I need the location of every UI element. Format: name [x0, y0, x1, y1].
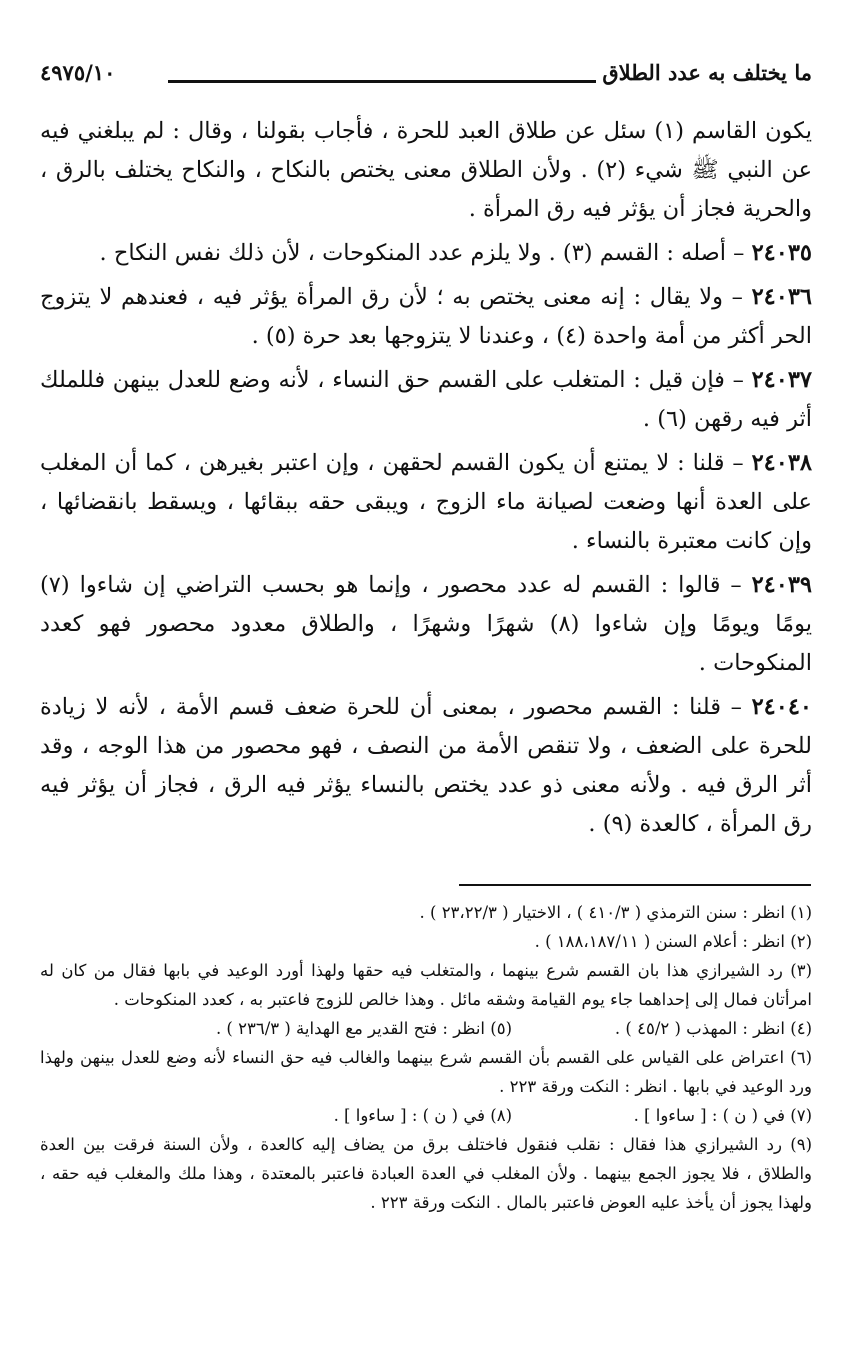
footnote: (٤) انظر : المهذب ( ٤٥/٢ ) .	[614, 1019, 812, 1038]
paragraph	[40, 112, 812, 229]
footnote-row	[40, 1101, 812, 1130]
footnote: (٨) في ( ن ) : [ ساءوا ] .	[333, 1106, 512, 1125]
issue-number: ٢٤٠٣٦	[751, 284, 812, 310]
footnote: (٢) انظر : أعلام السنن ( ١٨٨،١٨٧/١١ ) .	[534, 932, 812, 951]
paragraph	[40, 566, 812, 683]
header-rule	[168, 80, 596, 83]
paragraph-text: – ولا يقال : إنه معنى يختص به ؛ لأن رق المرأة يؤثر فيه ، فعندهم لا يتزوج الحر أكثر من أمة واحدة (٤) ، وعندنا لا يتزوجها بعد حرة (٥) .	[40, 284, 812, 349]
page-reference: ٤٩٧٥/١٠	[40, 60, 116, 85]
paragraph	[40, 361, 812, 439]
running-header	[40, 58, 812, 92]
paragraph-text: يكون القاسم (١) سئل عن طلاق العبد للحرة ، فأجاب بقولنا ، وقال : لم يبلغني فيه عن النبي ﷺ شيء (٢) . ولأن الطلاق معنى يختص بالنكاح ، والنكاح يختلف بالرق ، والحرية فجاز أن يؤثر فيه رق المرأة .	[40, 118, 813, 222]
issue-number: ٢٤٠٣٧	[751, 367, 812, 393]
footnote: (٦) اعتراض على القياس على القسم بأن القسم شرع بينهما والغالب فيه حق النساء لأنه وضع للعدل بينهن ولهذا ورد الوعيد في بابها . انظر : النكت ورقة ٢٢٣ .	[40, 1048, 812, 1096]
paragraph-text: – فإن قيل : المتغلب على القسم حق النساء ، لأنه وضع للعدل بينهن فللملك أثر فيه رقهن (٦) .	[40, 367, 812, 432]
footnote: (٧) في ( ن ) : [ ساءوا ] .	[633, 1106, 812, 1125]
footnote: (١) انظر : سنن الترمذي ( ٤١٠/٣ ) ، الاختيار ( ٢٣،٢٢/٣ ) .	[419, 903, 812, 922]
paragraph	[40, 688, 812, 844]
footnote-row	[40, 1014, 812, 1043]
footnotes	[40, 898, 812, 1217]
issue-number: ٢٤٠٤٠	[751, 694, 812, 720]
issue-number: ٢٤٠٣٩	[751, 572, 812, 598]
chapter-title: ما يختلف به عدد الطلاق	[602, 60, 812, 85]
issue-number: ٢٤٠٣٨	[751, 450, 812, 476]
footnote: (٩) رد الشيرازي هذا فقال : نقلب فنقول فاختلف برق من يضاف إليه كالعدة ، ولأن السنة فرقت بين العدة والطلاق ، فلا يجوز الجمع بينهما . ولأن المغلب في العدة العبادة فاعتبر بالمعتدة ، وهذا ملك والمغلب فيه حقه ، ولهذا يجوز أن يأخذ عليه العوض فاعتبر بالمال . النكت ورقة ٢٢٣ .	[40, 1135, 812, 1212]
paragraph-text: – قلنا : لا يمتنع أن يكون القسم لحقهن ، وإن اعتبر بغيرهن ، كما أن المغلب على العدة أنها وضعت لصيانة ماء الزوج ، ويبقى حقه ببقائها ، ويسقط بانقضائها ، وإن كانت معتبرة بالنساء .	[40, 450, 812, 554]
main-text	[40, 112, 812, 849]
paragraph	[40, 278, 812, 356]
paragraph-text: – أصله : القسم (٣) . ولا يلزم عدد المنكوحات ، لأن ذلك نفس النكاح .	[99, 240, 752, 266]
issue-number: ٢٤٠٣٥	[751, 240, 812, 266]
paragraph	[40, 444, 812, 561]
footnote-divider	[459, 884, 811, 886]
footnote: (٥) انظر : فتح القدير مع الهداية ( ٢٣٦/٣ ) .	[215, 1019, 512, 1038]
paragraph-text: – قالوا : القسم له عدد محصور ، وإنما هو بحسب التراضي إن شاءوا (٧) يومًا ويومًا وإن شاءوا (٨) شهرًا وشهرًا ، والطلاق معدود محصور فهو كعدد المنكوحات .	[40, 572, 812, 676]
paragraph	[40, 234, 812, 273]
paragraph-text: – قلنا : القسم محصور ، بمعنى أن للحرة ضعف قسم الأمة ، لأنه لا زيادة للحرة على الضعف ، ولا تنقص الأمة من النصف ، فهو محصور من هذا الوجه ، وقد أثر الرق فيه . ولأنه معنى ذو عدد يختص بالنساء يؤثر فيه الرق ، فجاز أن يؤثر فيه رق المرأة ، كالعدة (٩) .	[40, 694, 812, 837]
footnote: (٣) رد الشيرازي هذا بان القسم شرع بينهما ، والمتغلب فيه حقها ولهذا أورد الوعيد في بابها فقال من كان له امرأتان فمال إلى إحداهما جاء يوم القيامة وشقه مائل . وهذا خالص للزوج فاعتبر به ، كعدد المنكوحات .	[40, 961, 812, 1009]
